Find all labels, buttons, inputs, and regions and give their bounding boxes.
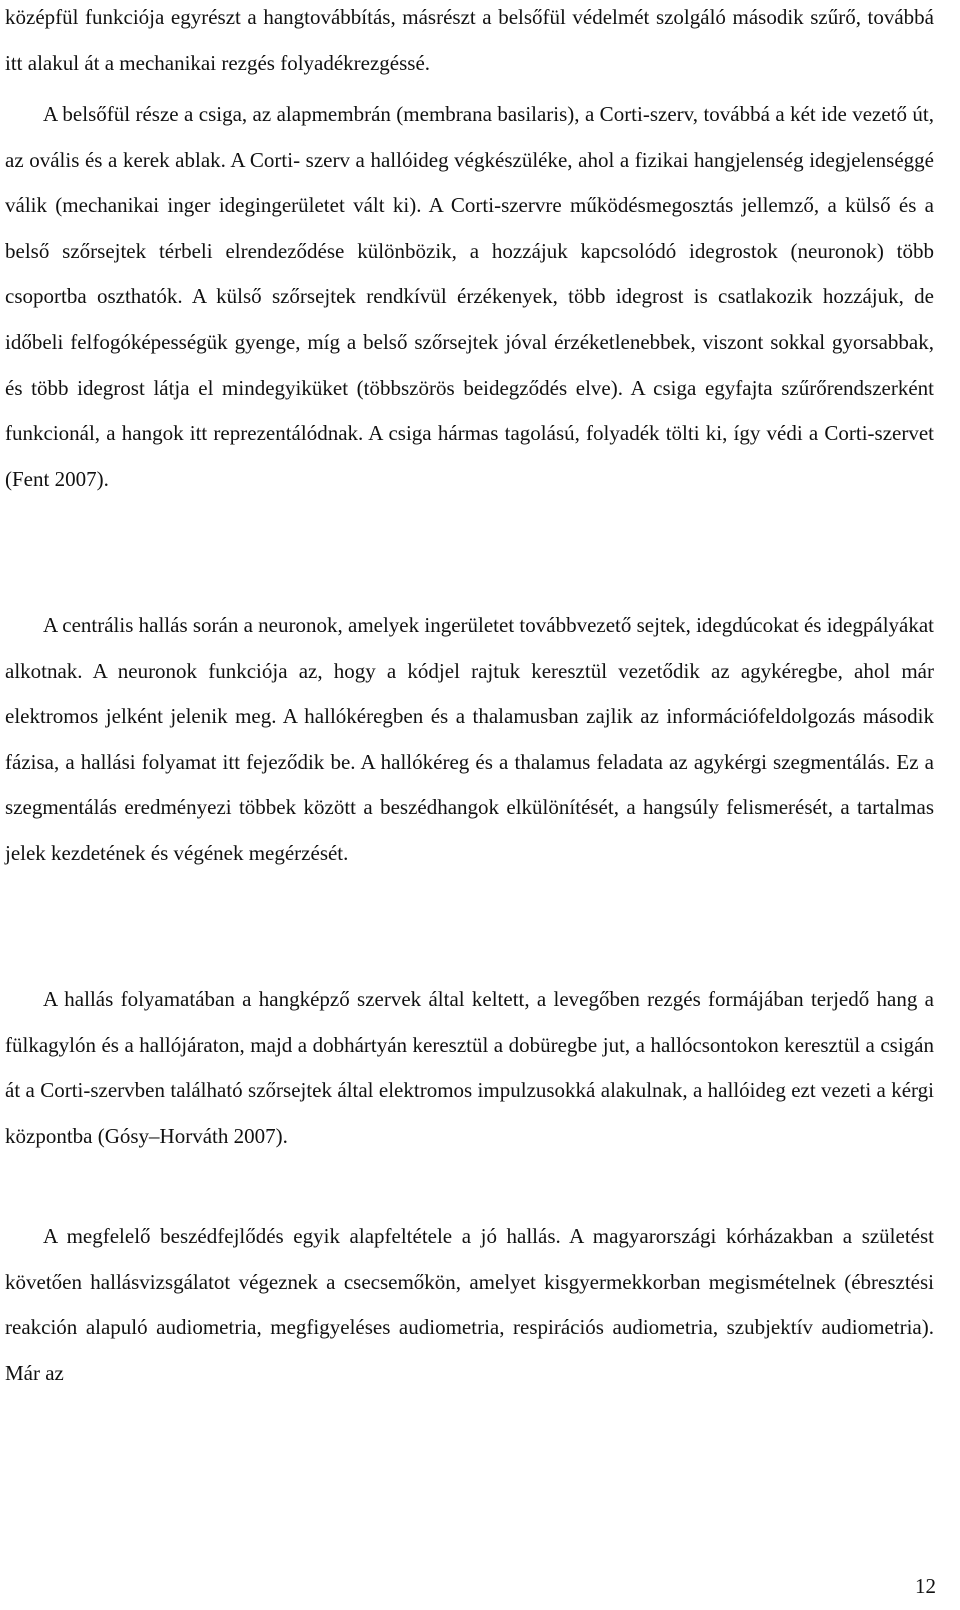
page-number: 12 — [915, 1574, 936, 1598]
paragraph-speech-development: A megfelelő beszédfejlődés egyik alapfeltétele a jó hallás. A magyarországi kórházakban a születést követően hallásvizsgálatot végeznek a csecsemőkön, amelyet kisgyermekkorban megismételnek (ébresztési reakción alapuló audiometria, megfigyeléses audiometria, respirációs audiometria, szubjektív audiometria). Már az — [5, 1224, 934, 1385]
paragraph-central-hearing: A centrális hallás során a neuronok, amelyek ingerületet továbbvezető sejtek, idegdúcokat és idegpályákat alkotnak. A neuronok funkciója az, hogy a kódjel rajtuk keresztül vezetődik az agykéregbe, ahol már elektromos jelként jelenik meg. A hallókéregben és a thalamusban zajlik az információfeldolgozás második fázisa, a hallási folyamat itt fejeződik be. A hallókéreg és a thalamus feladata az agykérgi szegmentálás. Ez a szegmentálás eredményezi többek között a beszédhangok elkülönítését, a hangsúly felismerését, a tartalmas jelek kezdetének és végének megérzését. — [5, 613, 935, 865]
paragraph-hearing-process: A hallás folyamatában a hangképző szervek által keltett, a levegőben rezgés formájában terjedő hang a fülkagylón és a hallójáraton, majd a dobhártyán keresztül a dobüregbe jut, a hallócsontokon keresztül a csigán át a Corti-szervben található szőrsejtek által elektromos impulzusokká alakulnak, a hallóideg ezt vezeti a kérgi központba (Gósy–Horváth 2007). — [5, 987, 934, 1148]
paragraph-inner-ear: A belsőfül része a csiga, az alapmembrán (membrana basilaris), a Corti-szerv, továbbá a két ide vezető út, az ovális és a kerek ablak. A Corti- szerv a hallóideg végkészüléke, ahol a fizikai hangjelenség idegjelenséggé válik (mechanikai inger idegingerületet vált ki). A Corti-szervre működésmegosztás jellemző, a külső és a belső szőrsejtek térbeli elrendeződése különbözik, a hozzájuk kapcsolódó idegrostok (neuronok) több csoportba oszthatók. A külső szőrsejtek rendkívül érzékenyek, több idegrost is csatlakozik hozzájuk, de időbeli felfogóképességük gyenge, míg a belső szőrsejtek jóval érzéketlenebbek, viszont sokkal gyorsabbak, és több idegrost látja el mindegyiküket (többszörös beidegződés elve). A csiga egyfajta szűrőrendszerként funkcionál, a hangok itt reprezentálódnak. A csiga hármas tagolású, folyadék tölti ki, így védi a Corti-szervet (Fent 2007). — [5, 102, 934, 491]
paragraph-continued: középfül funkciója egyrészt a hangtovábbítás, másrészt a belsőfül védelmét szolgáló második szűrő, továbbá itt alakul át a mechanikai rezgés folyadékrezgéssé. — [5, 5, 934, 75]
